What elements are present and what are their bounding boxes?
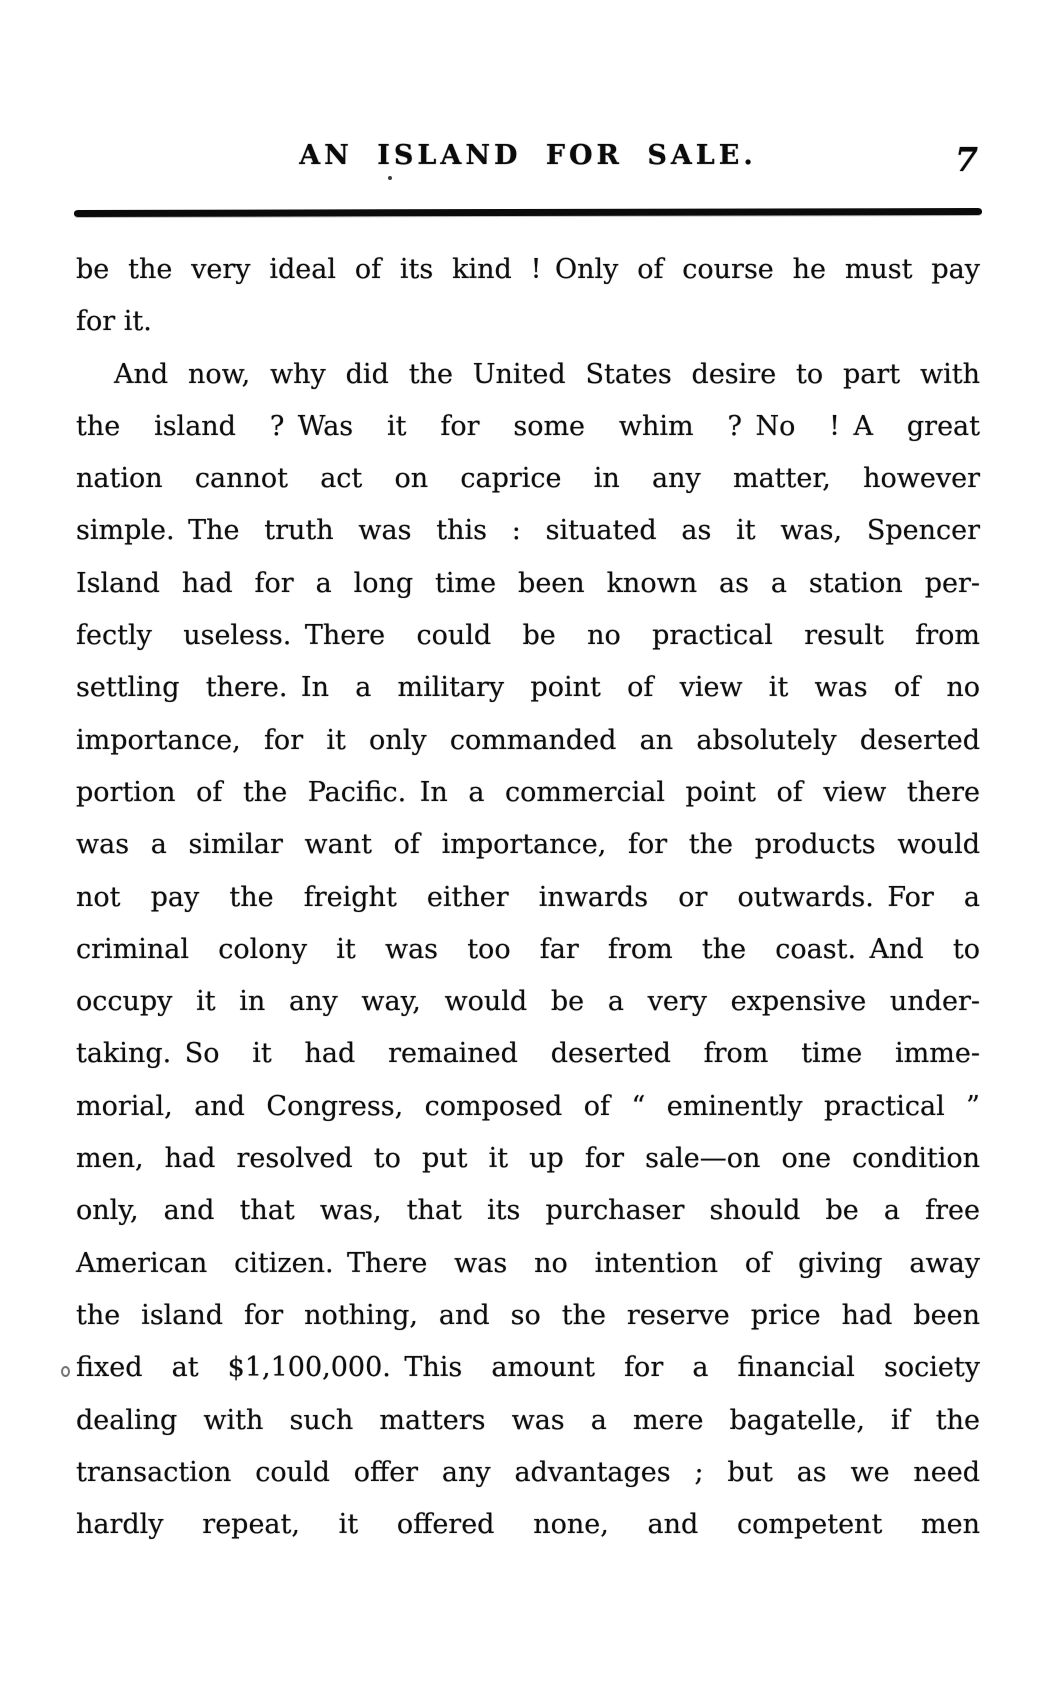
text-line: was a similar want of importance, for the products would <box>76 829 980 861</box>
text-line: dealing with such matters was a mere bagatelle, if the <box>76 1404 980 1436</box>
text-line: simple. The truth was this : situated as it was, Spencer <box>76 515 980 547</box>
scan-artifact-dot <box>388 176 392 180</box>
text-line: fectly useless. There could be no practical result from <box>76 620 980 652</box>
text-line: taking. So it had remained deserted from time imme- <box>76 1038 980 1070</box>
text-line: transaction could offer any advantages ; but as we need <box>76 1456 980 1488</box>
text-line: American citizen. There was no intention of giving away <box>76 1247 980 1279</box>
body-text <box>76 244 980 1551</box>
text-line: criminal colony it was too far from the coast. And to <box>76 933 980 965</box>
text-line: And now, why did the United States desire to part with <box>114 358 980 390</box>
page-number: 7 <box>955 140 978 179</box>
text-line: the island ? Was it for some whim ? No ! A great <box>76 410 980 442</box>
scan-artifact-margin-mark <box>61 1366 70 1377</box>
running-title: AN ISLAND FOR SALE. <box>299 140 757 171</box>
text-line: nation cannot act on caprice in any matter, however <box>76 463 980 495</box>
text-line: the island for nothing, and so the reserve price had been <box>76 1299 980 1331</box>
text-line: portion of the Pacific. In a commercial point of view there <box>76 776 980 808</box>
text-line: for it. <box>76 306 152 338</box>
text-line: Island had for a long time been known as a station per- <box>76 567 980 599</box>
text-line: settling there. In a military point of view it was of no <box>76 672 980 704</box>
text-line: morial, and Congress, composed of “ eminently practical ” <box>76 1090 980 1122</box>
text-line: importance, for it only commanded an absolutely deserted <box>76 724 980 756</box>
text-line: hardly repeat, it offered none, and competent men <box>76 1509 980 1541</box>
text-line: only, and that was, that its purchaser should be a free <box>76 1195 980 1227</box>
text-line: not pay the freight either inwards or outwards. For a <box>76 881 980 913</box>
page-header <box>76 140 980 182</box>
header-rule <box>74 208 982 217</box>
text-line: men, had resolved to put it up for sale—on one condition <box>76 1143 980 1175</box>
text-line: fixed at $1,100,000. This amount for a financial society <box>76 1352 980 1384</box>
text-line: occupy it in any way, would be a very expensive under- <box>76 986 980 1018</box>
text-line: be the very ideal of its kind ! Only of course he must pay <box>76 254 980 285</box>
